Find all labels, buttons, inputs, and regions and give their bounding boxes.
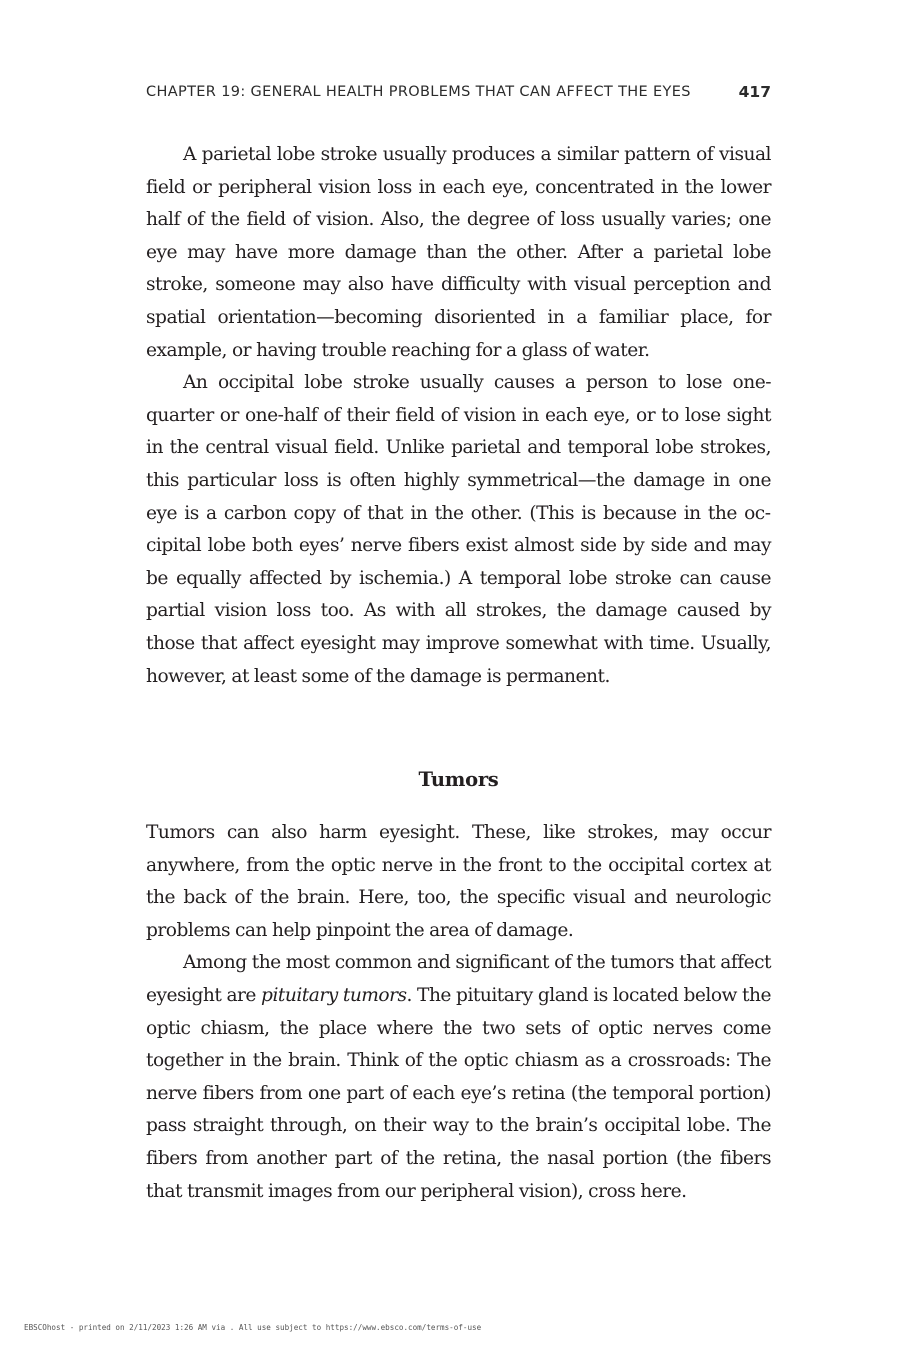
tumors-intro-paragraph: Tumors can also harm eyesight. These, like strokes, may occur anywhere, from the optic nerve in the front to the occipital cortex at the back of the brain. Here, too, the specific visual and neurologic problems can help pinpoint the area of damage.: [146, 822, 771, 941]
page-number: 417: [738, 83, 771, 101]
print-footer: EBSCOhost - printed on 2/11/2023 1:26 AM via . All use subject to https://www.ebsco.com/terms-of-use: [24, 1323, 482, 1332]
pituitary-text-start: Among the most common and significant of the tumors that affect eyesight are: [146, 952, 771, 1006]
pituitary-text-end: . The pituitary gland is located below the optic chiasm, the place where the two sets of optic nerves come together in the brain. Think of the optic chiasm as a crossroads: The nerve fibers from one part of each eye’s retina (the temporal portion) pass straight through, on their way to the brain’s occipital lobe. The fibers from another part of the retina, the nasal portion (the fibers that transmit images from our peripheral vision), cross here.: [146, 984, 771, 1202]
section-heading: Tumors: [418, 768, 499, 792]
pituitary-emphasis: pituitary tumors: [261, 984, 407, 1006]
occipital-stroke-paragraph: An occipital lobe stroke usually causes a person to lose one-quarter or one-half of their field of vision in each eye, or to lose sight in the central visual field. Unlike parietal and temporal lobe strokes, this particular loss is often highly symmetrical—the damage in one eye is a carbon copy of that in the other. (This is because in the occipital lobe both eyes’ nerve fibers exist almost side by side and may be equally affected by ischemia.) A temporal lobe stroke can cause partial vision loss too. As with all strokes, the damage caused by those that affect eyesight may improve somewhat with time. Usually, however, at least some of the damage is permanent.: [146, 372, 771, 687]
parietal-stroke-paragraph: A parietal lobe stroke usually produces a similar pattern of visual field or peripheral vision loss in each eye, concentrated in the lower half of the field of vision. Also, the degree of loss usually varies; one eye may have more damage than the other. After a parietal lobe stroke, someone may also have difficulty with visual perception and spatial orientation—becoming disoriented in a familiar place, for example, or having trouble reaching for a glass of water.: [146, 144, 771, 361]
running-head: [146, 84, 771, 106]
chapter-title: CHAPTER 19: GENERAL HEALTH PROBLEMS THAT CAN AFFECT THE EYES: [146, 84, 691, 100]
pituitary-paragraph: [146, 947, 771, 1208]
stroke-section: [146, 139, 771, 693]
tumors-section: [146, 817, 771, 1208]
